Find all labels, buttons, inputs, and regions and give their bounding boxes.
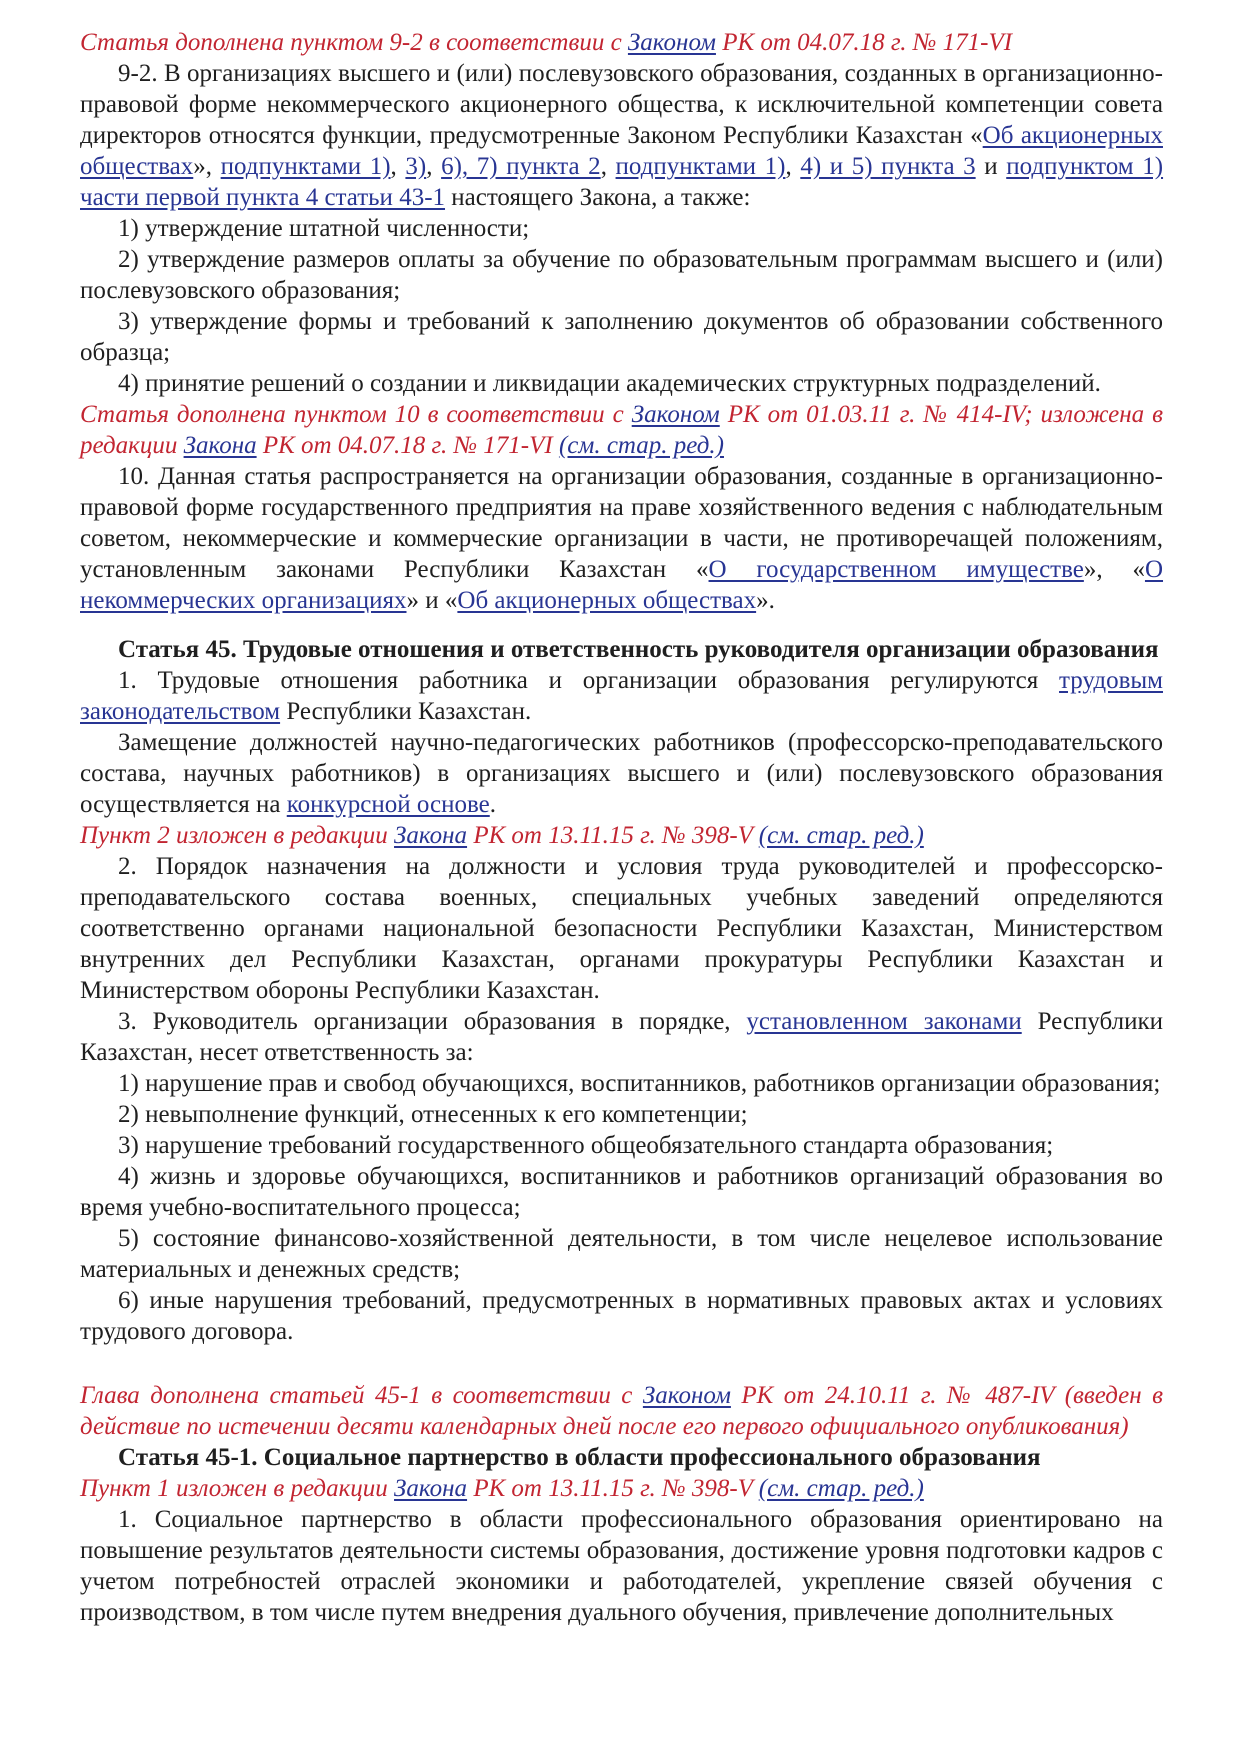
inline-link[interactable]: 4) и 5) пункта 3 — [800, 153, 976, 180]
inline-link[interactable]: 3) — [405, 153, 427, 180]
text-run: РК от 13.11.15 г. № 398-V — [467, 1475, 759, 1502]
text-run: РК от 13.11.15 г. № 398-V — [467, 822, 759, 849]
text-run: Пункт 1 изложен в редакции — [80, 1475, 395, 1502]
inline-link[interactable]: О некоммерческих организациях — [80, 556, 1164, 614]
inline-link[interactable]: (см. стар. ред.) — [558, 432, 724, 459]
text-run: 6) иные нарушения требований, предусмотренных в нормативных правовых актах и условиях трудового договора. — [80, 1287, 1163, 1345]
spacer-small — [80, 616, 1163, 634]
inline-link[interactable]: Закона — [183, 432, 257, 459]
text-run: Республики Казахстан, несет ответственность за: — [80, 1008, 1163, 1066]
inline-link[interactable]: Законом — [627, 29, 716, 56]
text-run: », « — [1083, 556, 1145, 583]
text-run: настоящего Закона, а также: — [445, 184, 751, 211]
text-run: Статья дополнена пунктом 10 в соответствии с — [80, 401, 632, 428]
text-run: 2) утверждение размеров оплаты за обучение по образовательным программам высшего и (или) послевузовского образования; — [80, 246, 1163, 304]
paragraph — [80, 461, 1163, 616]
text-run: 4) принятие решений о создании и ликвидации академических структурных подразделений. — [118, 370, 1101, 397]
inline-link[interactable]: подпунктами 1) — [220, 153, 391, 180]
text-run: 3) утверждение формы и требований к заполнению документов об образовании собственного образца; — [80, 308, 1163, 366]
text-run: РК от 04.07.18 г. № 171-VI — [256, 432, 559, 459]
text-run: 10. Данная статья распространяется на организации образования, созданные в организационно-правовой форме государственного предприятия на праве хозяйственного ведения с наблюдательным советом, некоммерческие и коммерческие организации в части, не противоречащей положениям, установленным законами Республики Казахстан « — [80, 463, 1163, 583]
paragraph — [80, 851, 1163, 1006]
inline-link[interactable]: 6), 7) пункта 2 — [441, 153, 601, 180]
paragraph — [80, 213, 1163, 244]
paragraph — [80, 1068, 1163, 1099]
inline-link[interactable]: подпунктом 1) части первой пункта 4 статьи 43-1 — [80, 153, 1164, 211]
paragraph — [80, 1130, 1163, 1161]
paragraph — [80, 244, 1163, 306]
inline-link[interactable]: трудовым законодательством — [80, 667, 1163, 725]
text-run: . — [489, 791, 496, 818]
text-run: и — [975, 153, 1007, 180]
inline-link[interactable]: Законом — [631, 401, 720, 428]
text-run: 5) состояние финансово-хозяйственной деятельности, в том числе нецелевое использование материальных и денежных средств; — [80, 1225, 1163, 1283]
text-run: 3) нарушение требований государственного общеобязательного стандарта образования; — [118, 1132, 1054, 1159]
text-run: Статья 45. Трудовые отношения и ответственность руководителя организации образования — [118, 636, 1159, 663]
amendment-note — [80, 1380, 1163, 1442]
text-run: , — [426, 153, 442, 180]
paragraph — [80, 306, 1163, 368]
text-run: 3. Руководитель организации образования в порядке, — [118, 1008, 747, 1035]
inline-link[interactable]: Законом — [642, 1382, 731, 1409]
article-heading — [80, 634, 1163, 665]
amendment-note — [80, 27, 1163, 58]
text-run: РК от 04.07.18 г. № 171-VI — [715, 29, 1013, 56]
inline-link[interactable]: Об акционерных обществах — [457, 587, 757, 614]
text-run: Замещение должностей научно-педагогических работников (профессорско-преподавательского состава, научных работников) в организациях высшего и (или) послевузовского образования осуществляется на — [80, 729, 1163, 818]
text-run: » и « — [406, 587, 458, 614]
paragraph — [80, 1099, 1163, 1130]
paragraph — [80, 1285, 1163, 1347]
text-run: Пункт 2 изложен в редакции — [80, 822, 395, 849]
amendment-note — [80, 1473, 1163, 1504]
paragraph — [80, 1161, 1163, 1223]
text-run: Глава дополнена статьей 45-1 в соответствии с — [80, 1382, 643, 1409]
text-run: РК от 01.03.11 г. № 414-IV; изложена в редакции — [80, 401, 1163, 459]
text-run: Статья дополнена пунктом 9-2 в соответствии с — [80, 29, 628, 56]
text-run: , — [600, 153, 616, 180]
paragraph — [80, 58, 1163, 213]
text-run: 1. Социальное партнерство в области профессионального образования ориентировано на повышение результатов деятельности системы образования, достижение уровня подготовки кадров с учетом потребностей отраслей экономики и работодателей, укрепление связей обучения с производством, в том числе путем внедрения дуального обучения, привлечение дополнительных — [80, 1506, 1163, 1626]
paragraph — [80, 665, 1163, 727]
text-run: 1) утверждение штатной численности; — [118, 215, 530, 242]
inline-link[interactable]: Закона — [394, 1475, 468, 1502]
text-run: Республики Казахстан. — [280, 698, 532, 725]
inline-link[interactable]: О государственном имуществе — [708, 556, 1084, 583]
paragraph — [80, 368, 1163, 399]
text-run: ». — [756, 587, 775, 614]
text-run: 4) жизнь и здоровье обучающихся, воспитанников и работников организаций образования во время учебно-воспитательного процесса; — [80, 1163, 1163, 1221]
paragraph — [80, 1006, 1163, 1068]
text-run: , — [785, 153, 801, 180]
paragraph — [80, 1223, 1163, 1285]
text-run: », — [193, 153, 221, 180]
text-run: 1) нарушение прав и свобод обучающихся, воспитанников, работников организации образования; — [118, 1070, 1161, 1097]
text-run: РК от 24.10.11 г. № 487-IV (введен в действие по истечении десяти календарных дней после его первого официального опубликования) — [80, 1382, 1163, 1440]
inline-link[interactable]: конкурсной основе — [286, 791, 490, 818]
paragraph — [80, 1504, 1163, 1628]
spacer-large — [80, 1347, 1163, 1380]
text-run: 2. Порядок назначения на должности и условия труда руководителей и профессорско-преподавательского состава военных, специальных учебных заведений определяются соответственно органами национальной безопасности Республики Казахстан, Министерством внутренних дел Республики Казахстан, органами прокуратуры Республики Казахстан и Министерством обороны Республики Казахстан. — [80, 853, 1163, 1004]
text-run: 1. Трудовые отношения работника и организации образования регулируются — [118, 667, 1060, 694]
inline-link[interactable]: подпунктами 1) — [615, 153, 786, 180]
text-run: , — [390, 153, 406, 180]
inline-link[interactable]: (см. стар. ред.) — [758, 822, 924, 849]
text-run: 2) невыполнение функций, отнесенных к его компетенции; — [118, 1101, 748, 1128]
amendment-note — [80, 820, 1163, 851]
amendment-note — [80, 399, 1163, 461]
paragraph — [80, 727, 1163, 820]
text-run: Статья 45-1. Социальное партнерство в области профессионального образования — [118, 1444, 1041, 1471]
inline-link[interactable]: Об акционерных обществах — [80, 122, 1163, 180]
inline-link[interactable]: (см. стар. ред.) — [758, 1475, 924, 1502]
article-heading — [80, 1442, 1163, 1473]
text-run: 9-2. В организациях высшего и (или) послевузовского образования, созданных в организационно-правовой форме некоммерческого акционерного общества, к исключительной компетенции совета директоров относятся функции, предусмотренные Законом Республики Казахстан « — [80, 60, 1163, 149]
inline-link[interactable]: установленном законами — [746, 1008, 1022, 1035]
inline-link[interactable]: Закона — [394, 822, 468, 849]
